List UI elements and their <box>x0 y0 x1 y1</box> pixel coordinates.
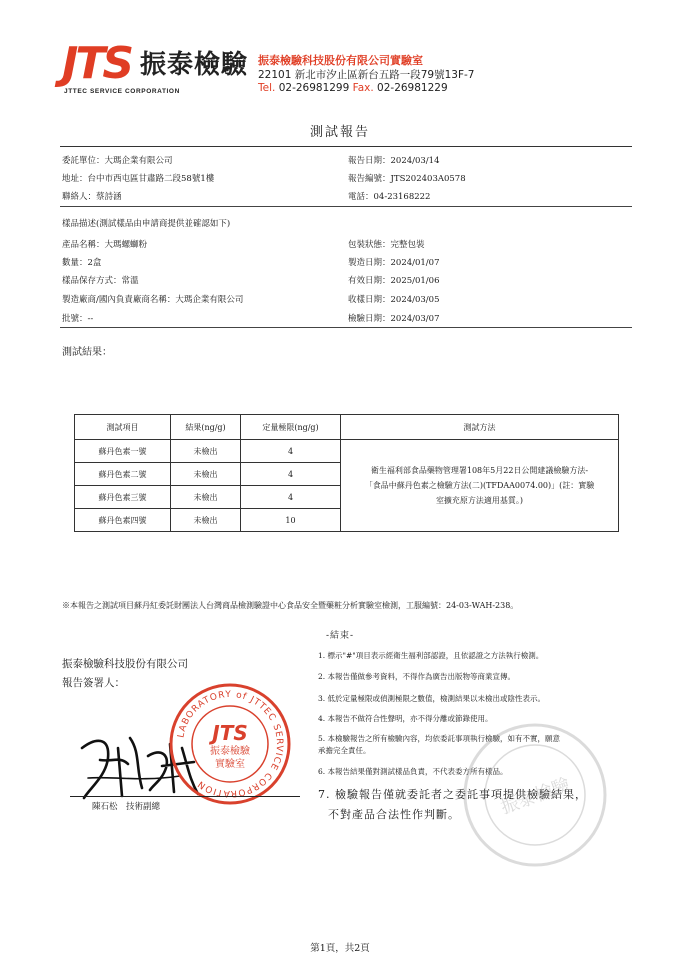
manufacture-date: 製造日期：2024/01/07 <box>348 258 440 268</box>
test-item: 蘇丹色素二號 <box>75 463 171 486</box>
report-title: 測試報告 <box>309 125 370 140</box>
logo-english-name: JTTEC SERVICE CORPORATION <box>64 88 180 95</box>
logo-chinese-name: 振泰檢驗 <box>140 50 249 80</box>
jts-logo: JTS <box>62 38 132 89</box>
lab-company-name: 振泰檢驗科技股份有限公司實驗室 <box>258 54 423 67</box>
quantification-limit: 10 <box>241 509 341 532</box>
issuing-company: 振泰檢驗科技股份有限公司 <box>62 658 188 670</box>
stamp-line-2: 實驗室 <box>215 759 245 770</box>
column-header: 定量極限(ng/g) <box>241 415 341 440</box>
lab-contact-numbers <box>258 82 448 94</box>
note-item: 5. 本檢驗報告之所有檢驗內容，均依委託事項執行檢驗，如有不實，願意 <box>318 734 561 743</box>
stamp-ring-textpath: LABORATORY of JTTEC SERVICE CORPORATION <box>176 689 285 799</box>
signature-line <box>70 796 300 797</box>
quantification-limit: 4 <box>241 463 341 486</box>
faint-stamp-seal <box>460 720 610 870</box>
test-result: 未檢出 <box>171 463 241 486</box>
note-item: 3. 低於定量極限或偵測極限之數值，檢測結果以未檢出或陰性表示。 <box>318 694 546 703</box>
client-name: 委託單位：大瑪企業有限公司 <box>62 156 173 166</box>
column-header: 測試項目 <box>75 415 171 440</box>
method-line: 「食品中蘇丹色素之檢驗方法(二)(TFDAA0074.00)」(註：實驗 <box>364 481 595 490</box>
test-result: 未檢出 <box>171 509 241 532</box>
results-heading: 測試結果： <box>62 347 112 358</box>
fax-label: Fax. <box>352 82 374 94</box>
test-date: 檢驗日期：2024/03/07 <box>348 314 440 324</box>
batch-number: 批號：-- <box>62 314 94 324</box>
note-item: 6. 本報告結果僅對測試樣品負責，不代表委方所有樣品。 <box>318 767 508 776</box>
divider <box>60 146 632 147</box>
receive-date: 收樣日期：2024/03/05 <box>348 295 440 305</box>
column-header: 測試方法 <box>341 415 619 440</box>
manufacturer: 製造廠商/國內負責廠商名稱：大瑪企業有限公司 <box>62 295 244 305</box>
expiry-date: 有效日期：2025/01/06 <box>348 276 440 286</box>
letterhead <box>62 40 622 100</box>
client-address: 地址：台中市西屯區甘肅路二段58號1樓 <box>62 174 215 184</box>
stamp-line-1: 振泰檢驗 <box>210 746 250 757</box>
tel-label: Tel. <box>258 82 276 94</box>
method-line: 衛生福利部食品藥物管理署108年5月22日公開建議檢驗方法- <box>370 466 589 475</box>
note-item: 承擔完全責任。 <box>318 746 371 755</box>
page-number: 第1頁，共2頁 <box>310 943 370 954</box>
contact-person: 聯絡人：蔡詩涵 <box>62 192 122 202</box>
sample-quantity: 數量：2盒 <box>62 258 102 268</box>
column-header: 結果(ng/g) <box>171 415 241 440</box>
sample-description: 樣品描述(測試樣品由申請商提供並確認如下) <box>62 219 231 229</box>
package-status: 包裝狀態：完整包裝 <box>348 240 425 250</box>
note-item: 7. 檢驗報告僅就委託者之委託事項提供檢驗結果， <box>318 788 587 801</box>
tel-number: 02-26981299 <box>278 82 350 94</box>
lab-address: 22101 新北市汐止區新台五路一段79號13F-7 <box>258 69 475 81</box>
test-item: 蘇丹色素三號 <box>75 486 171 509</box>
divider <box>60 327 632 328</box>
quantification-limit: 4 <box>241 486 341 509</box>
quantification-limit: 4 <box>241 440 341 463</box>
test-item: 蘇丹色素一號 <box>75 440 171 463</box>
fax-number: 02-26981229 <box>377 82 448 94</box>
table-header-row <box>75 415 619 440</box>
report-number: 報告編號：JTS202403A0578 <box>348 174 466 184</box>
note-item: 2. 本報告僅做參考資料，不得作為廣告出版物等商業宣傳。 <box>318 672 516 681</box>
note-item: 不對產品合法性作判斷。 <box>328 808 460 821</box>
faint-stamp-text: 振泰檢驗 <box>498 774 573 819</box>
divider <box>60 206 632 207</box>
results-table <box>74 414 619 532</box>
phone-number: 電話：04-23168222 <box>348 192 431 202</box>
storage-method: 樣品保存方式：常溫 <box>62 276 139 286</box>
laboratory-stamp-seal <box>168 682 292 806</box>
report-date: 報告日期：2024/03/14 <box>348 156 440 166</box>
signer-name-title: 陳石松 技術副總 <box>92 802 161 812</box>
signer-label: 報告簽署人： <box>62 677 125 689</box>
subcontract-footnote: ※本報告之測試項目蘇丹紅委託財團法人台灣商品檢測驗證中心食品安全暨藥粧分析實驗室檢測，工服編號：24-03-WAH-238。 <box>62 601 519 610</box>
note-item: 4. 本報告不做符合性聲明，亦不得分離或節錄使用。 <box>318 714 493 723</box>
end-marker: -結束- <box>325 631 355 641</box>
note-item: 1. 標示"#"項目表示經衛生福利部認證，且依認證之方法執行檢測。 <box>318 651 544 660</box>
stamp-logo: JTS <box>212 721 248 745</box>
test-result: 未檢出 <box>171 486 241 509</box>
test-result: 未檢出 <box>171 440 241 463</box>
test-method <box>341 440 619 532</box>
test-item: 蘇丹色素四號 <box>75 509 171 532</box>
product-name: 產品名稱：大瑪螺螄粉 <box>62 240 148 250</box>
table-row <box>75 440 619 463</box>
method-line: 室擴充原方法適用基質。) <box>435 496 524 505</box>
